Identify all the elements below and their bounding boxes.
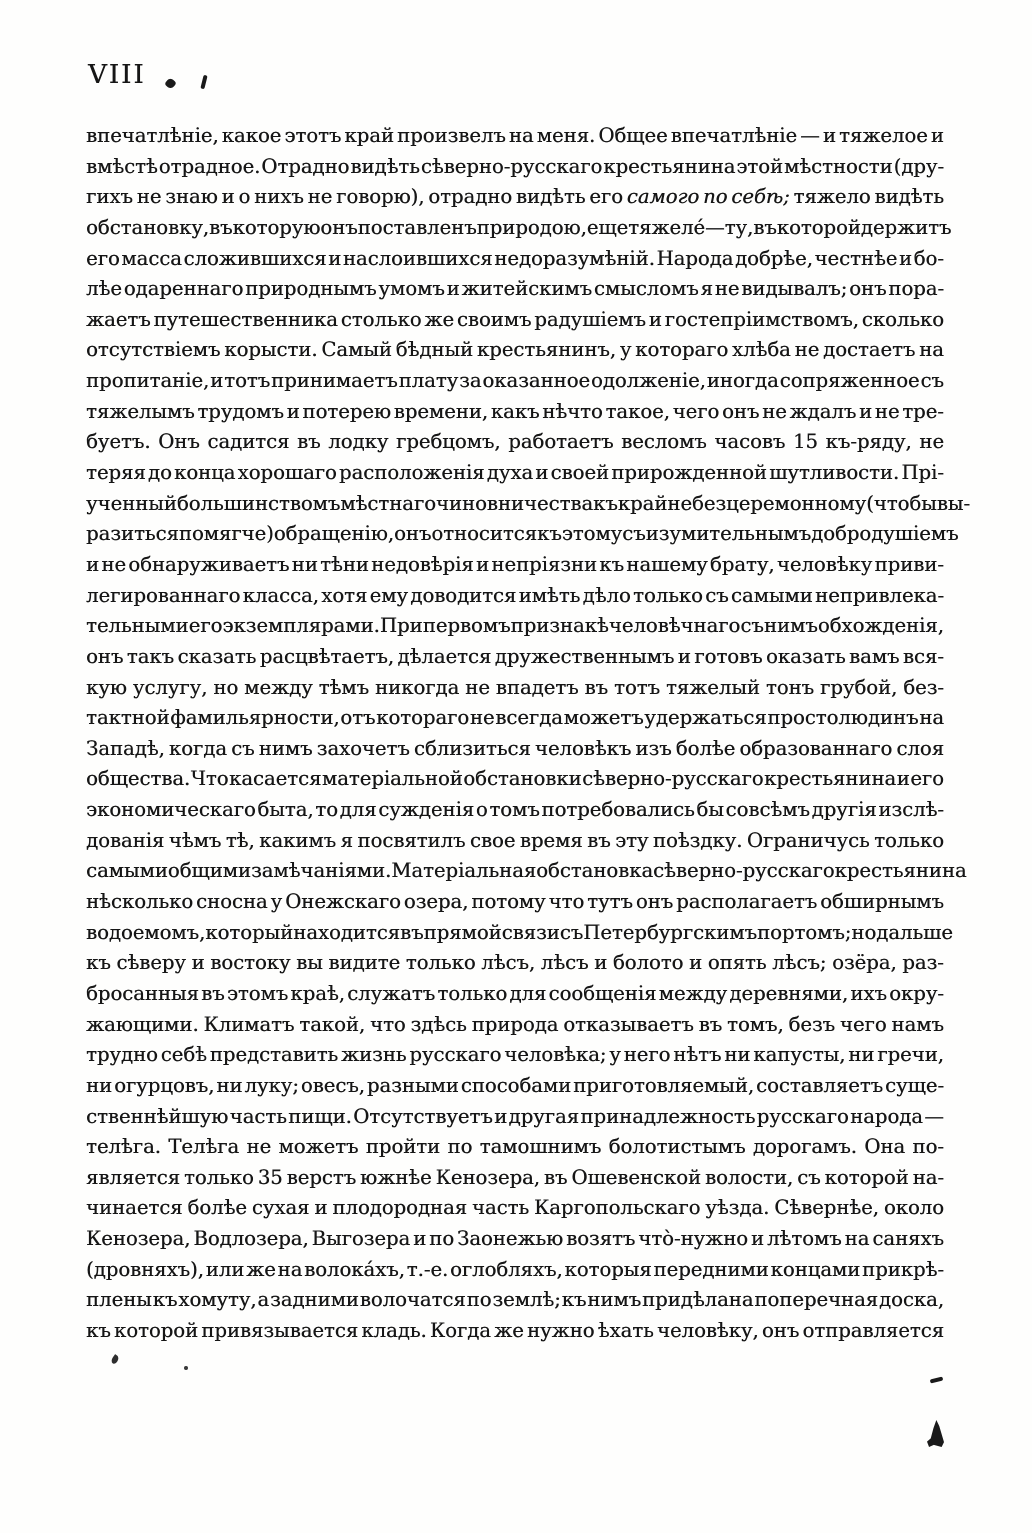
text-line: къ которой привязывается кладь. Когда же нужно ѣхать человѣку, онъ отправляется [86,1318,944,1342]
text-line: Кенозера, Водлозера, Выгозера и по Заонежью возятъ что̀-нужно и лѣтомъ на саняхъ [86,1227,944,1251]
ink-speck [200,75,207,90]
text-line: нѣсколько сносна у Онежскаго озера, потому что тутъ онъ располагаетъ обширнымъ [86,890,944,914]
page-number: VIII [88,60,146,90]
ink-speck [184,1366,188,1370]
text-line: жаетъ путешественника столько же своимъ радушіемъ и гостепріимствомъ, сколько [86,307,944,331]
text-line: теряя до конца хорошаго расположенія духа и своей прирожденной шутливости. Прі- [86,461,944,485]
text-line: трудно себѣ представить жизнь русскаго человѣка; у него нѣтъ ни капусты, ни гречи, [86,1043,944,1067]
ink-speck [110,1354,120,1365]
text-line: тяжелымъ трудомъ и потерею времени, какъ нѣчто такое, чего онъ не ждалъ и не тре- [86,399,944,423]
text-line: пропитаніе, и тотъ принимаетъ плату за оказанное одолженіе, иногда сопряженное съ [86,369,944,393]
text-line: самыми общими замѣчаніями. Матеріальная обстановка сѣверно-русскаго крестьянина [86,859,967,883]
text-line: экономическаго быта, то для сужденія о томъ потребовались бы совсѣмъ другія изслѣ- [86,798,944,822]
text-line: жающими. Климатъ такой, что здѣсь природа отказываетъ въ томъ, безъ чего намъ [86,1012,944,1036]
text-block [86,121,970,1347]
text-line: и не обнаруживаетъ ни тѣни недовѣрія и непріязни къ нашему брату, человѣку приви- [86,552,944,576]
text-line: ни огурцовъ, ни луку; овесъ, разными способами приготовляемый, составляетъ суще- [86,1073,944,1097]
text-line: является только 35 верстъ южнѣе Кенозера, въ Ошевенской волости, съ которой на- [86,1165,944,1189]
ink-speck [930,1376,944,1383]
ink-smudge [927,1420,944,1447]
text-line: впечатлѣніе, какое этотъ край произвелъ на меня. Общее впечатлѣніе — и тяжелое и [86,124,944,147]
text-line: разиться помягче) обращенію, онъ относится къ этому съ изумительнымъ добродушіемъ [86,522,959,546]
text-line: дованія чѣмъ тѣ, какимъ я посвятилъ свое время въ эту поѣздку. Ограничусь только [86,828,944,852]
text-line: вмѣстѣ отрадное. Отрадно видѣть сѣверно-русскаго крестьянина этой мѣстности (дру- [86,154,944,178]
text-line: его масса сложившихся и наслоившихся недоразумѣній. Народа добрѣе, честнѣе и бо- [86,246,944,270]
text-line: буетъ. Онъ садится въ лодку гребцомъ, работаетъ весломъ часовъ 15 къ-ряду, не [86,430,944,454]
ink-speck [164,77,177,90]
text-line: ственнѣйшую часть пищи. Отсутствуетъ и другая принадлежность русскаго народа — [86,1104,944,1128]
text-line: водоемомъ, который находится въ прямой связи съ Петербургскимъ портомъ; но дальше [86,920,953,944]
text-line: ученный большинствомъ мѣстнаго чиновничества къ крайне безцеремонному (чтобы вы- [86,491,970,515]
text-line: лѣе одареннаго природнымъ умомъ и житейскимъ смысломъ я не видывалъ; онъ пора- [86,277,944,301]
text-line: Западѣ, когда съ нимъ захочетъ сблизиться человѣкъ изъ болѣе образованнаго слоя [86,736,944,760]
text-line: (дровняхъ), или же на волока́хъ, т.-е. оглобляхъ, которыя передними концами прикрѣ- [86,1257,944,1281]
text-line: чинается болѣе сухая и плодородная часть Каргопольскаго уѣзда. Сѣвернѣе, около [86,1196,944,1220]
text-line: гихъ не знаю и о нихъ не говорю), отрадно видѣть его самого по себѣ; тяжело видѣть [86,185,944,209]
text-line: къ сѣверу и востоку вы видите только лѣсъ, лѣсъ и болото и опять лѣсъ; озёра, раз- [86,951,944,975]
text-line: общества. Что касается матеріальной обстановки сѣверно-русскаго крестьянина и его [86,767,944,791]
text-line: тактной фамильярности, отъ котораго не всегда можетъ удержаться простолюдинъ на [86,706,944,730]
text-line: телѣга. Телѣга не можетъ пройти по тамошнимъ болотистымъ дорогамъ. Она по- [86,1135,944,1159]
text-line: легированнаго класса, хотя ему доводится имѣть дѣло только съ самыми непривлека- [86,583,944,607]
text-line: бросанныя въ этомъ краѣ, служатъ только для сообщенія между деревнями, ихъ окру- [86,981,944,1005]
text-line: тельными его экземплярами. При первомъ признакѣ человѣчнаго съ нимъ обхожденія, [86,614,944,638]
text-line: отсутствіемъ корысти. Самый бѣдный крестьянинъ, у котораго хлѣба не достаетъ на [86,338,944,362]
text-line: обстановку, въ которую онъ поставленъ природою, еще тяжеле́—ту, въ которой держитъ [86,215,952,239]
text-line: онъ такъ сказать расцвѣтаетъ, дѣлается дружественнымъ и готовъ оказать вамъ вся- [86,644,944,668]
text-line: кую услугу, но между тѣмъ никогда не впадетъ въ тотъ тяжелый тонъ грубой, без- [86,675,944,699]
text-line: плены къ хомуту, а задними волочатся по землѣ; къ нимъ придѣлана поперечная доска, [86,1288,944,1312]
